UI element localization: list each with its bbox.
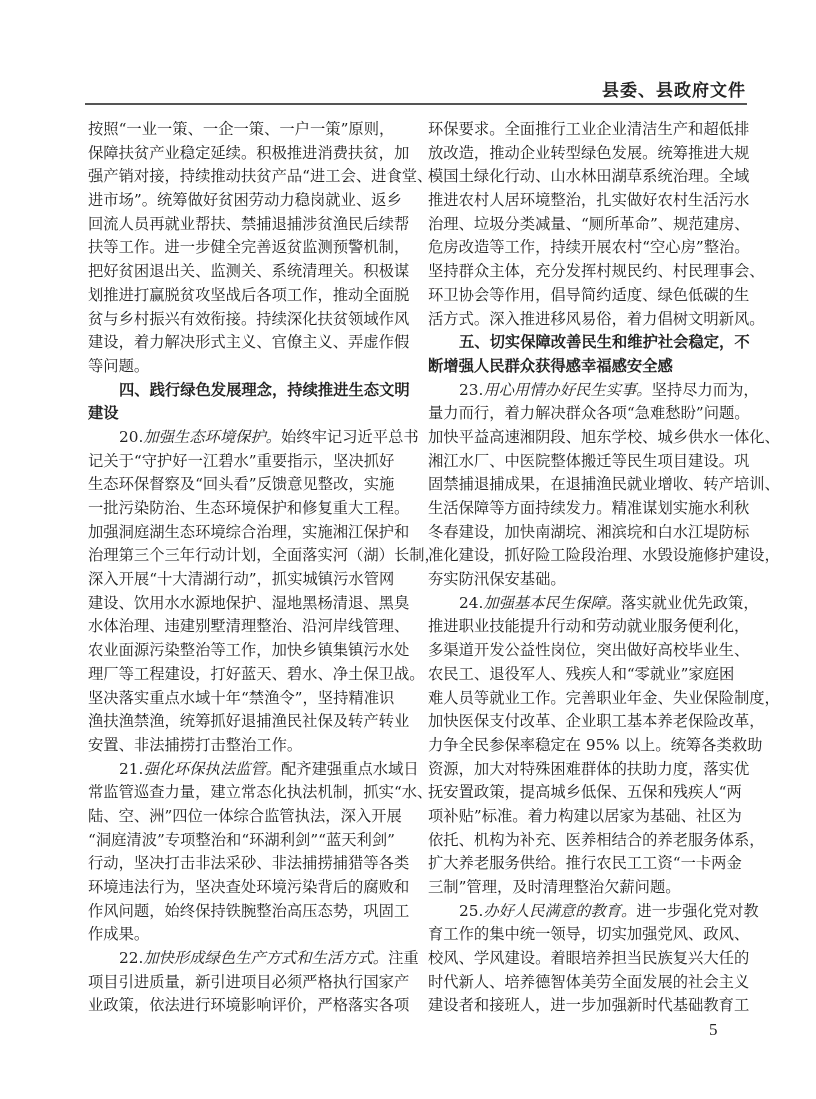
numbered-paragraph — [88, 758, 433, 948]
text-line — [88, 947, 419, 971]
item-title: 强化环保执法监管。 — [143, 759, 282, 778]
numbered-paragraph — [428, 592, 780, 900]
text-line: 坚持群众主体，充分发挥村规民约、村民理事会、 — [428, 262, 765, 281]
text-line: 渔扶渔禁渔，统筹抓好退捕渔民社保及转产转业 — [88, 712, 410, 731]
section-heading — [88, 379, 410, 426]
item-number: 22. — [119, 949, 144, 968]
text-line: 扶等工作。进一步健全完善返贫监测预警机制， — [88, 238, 410, 257]
text-line: 进市场”。统筹做好贫困劳动力稳岗就业、返乡 — [88, 191, 402, 210]
text-line: 保障扶贫产业稳定延续。积极推进消费扶贫，加 — [88, 143, 410, 162]
text-line: 强产销对接，持续推动扶贫产品“进工会、进食堂、 — [88, 167, 433, 186]
text-line: 治理第三个三年行动计划，全面落实河（湖）长制， — [88, 546, 440, 565]
text-line: 放改造，推动企业转型绿色发展。统筹推进大规 — [428, 143, 750, 162]
text-line: 活方式。深入推进移风易俗，着力倡树文明新风。 — [428, 309, 765, 328]
text-line: 一批污染防治、生态环境保护和修复重大工程。 — [88, 499, 410, 517]
paragraph — [428, 118, 765, 331]
text-line: 把好贫困退出关、监测关、系统清理关。积极谋 — [88, 262, 410, 281]
text-line: 水体治理、违建别墅清理整治、沿河岸线管理、 — [88, 617, 410, 636]
text-line: 环境违法行为，坚决查处环境污染背后的腐败和 — [88, 878, 410, 896]
text-line: 冬春建设，加快南湖垸、湘滨垸和白水江堤防标 — [428, 522, 750, 541]
item-title: 加强基本民生保障。 — [483, 593, 622, 612]
text-line — [428, 379, 759, 403]
text-line: 育工作的集中统一领导，切实加强党风、政风、 — [428, 925, 750, 944]
section-heading — [428, 331, 750, 378]
text-line: 治理、垃圾分类减量、“厕所革命”、规范建房、 — [428, 214, 750, 233]
numbered-paragraph — [428, 900, 759, 1018]
text-line: 农民工、退役军人、残疾人和“零就业”家庭困 — [428, 664, 735, 683]
text-line: 常监管巡查力量，建立常态化执法机制，抓实“水、 — [88, 783, 433, 802]
item-title: 办好人民满意的教育。 — [483, 901, 637, 920]
item-text: 注重 — [388, 949, 419, 968]
text-line: 建设，着力解决形式主义、官僚主义、弄虚作假 — [88, 333, 410, 352]
text-line: 项目引进质量，新引进项目必须严格执行国家产 — [88, 972, 410, 991]
text-line: 力争全民参保率稳定在 95% 以上。统筹各类救助 — [428, 735, 763, 754]
text-line: 农业面源污染整治等工作，加快乡镇集镇污水处 — [88, 641, 410, 660]
item-title: 加快形成绿色生产方式和生活方式。 — [143, 949, 389, 968]
item-text: 配齐建强重点水域日 — [281, 759, 419, 778]
text-line: 作风问题，始终保持铁腕整治高压态势，巩固工 — [88, 901, 410, 920]
paragraph — [88, 118, 433, 379]
text-line — [88, 426, 419, 450]
text-line: 生态环保督察及“回头看”反馈意见整改，实施 — [88, 475, 395, 494]
item-number: 21. — [119, 759, 144, 778]
text-line: 建设、饮用水水源地保护、湿地黑杨清退、黑臭 — [88, 593, 410, 612]
page-number: 5 — [709, 1020, 718, 1039]
text-line: 断增强人民群众获得感幸福感安全感 — [428, 356, 673, 375]
text-line: 三制”管理，及时清理整治欠薪问题。 — [428, 878, 681, 896]
text-line — [88, 758, 419, 782]
text-line: 推进职业技能提升行动和劳动就业服务便利化， — [428, 617, 750, 636]
text-line: 难人员等就业工作。完善职业年金、失业保险制度， — [428, 688, 780, 707]
text-line: 湘江水厂、中医院整体搬迁等民生项目建设。巩 — [428, 451, 750, 470]
text-line: 校风、学风建设。着眼培养担当民族复兴大任的 — [428, 949, 750, 968]
item-number: 24. — [459, 593, 484, 612]
numbered-paragraph — [428, 379, 780, 592]
text-line: 按照“一业一策、一企一策、一户一策”原则， — [88, 120, 395, 138]
text-line: 回流人员再就业帮扶、禁捕退捕涉贫渔民后续帮 — [88, 214, 410, 233]
text-line: 五、切实保障改善民生和维护社会稳定，不 — [459, 333, 750, 352]
text-line: 固禁捕退捕成果，在退捕渔民就业增收、转产培训、 — [428, 475, 780, 494]
text-line: 生活保障等方面持续发力。精准谋划实施水利秋 — [428, 499, 750, 517]
text-line: 夯实防汛保安基础。 — [428, 570, 566, 589]
item-text: 始终牢记习近平总书 — [281, 427, 419, 446]
text-line: 深入开展“十大清湖行动”，抓实城镇污水管网 — [88, 570, 395, 589]
text-line: 等问题。 — [88, 356, 150, 375]
text-line: 资源，加大对特殊困难群体的扶助力度，落实优 — [428, 759, 750, 778]
text-line: 环卫协会等作用，倡导简约适度、绿色低碳的生 — [428, 285, 750, 304]
text-line: 模国土绿化行动、山水林田湖草系统治理。全域 — [428, 167, 750, 186]
item-text: 落实就业优先政策， — [621, 593, 759, 612]
text-line: 准化建设，抓好险工险段治理、水毁设施修护建设， — [428, 546, 780, 565]
text-line: 危房改造等工作，持续开展农村“空心房”整治。 — [428, 238, 750, 257]
text-line: 依托、机构为补充、医养相结合的养老服务体系， — [428, 830, 765, 849]
item-number: 23. — [459, 380, 484, 399]
text-line: 扩大养老服务供给。推行农民工工资“一卡两金 — [428, 854, 742, 873]
text-line: 推进农村人居环境整治，扎实做好农村生活污水 — [428, 191, 750, 210]
item-number: 20. — [119, 427, 144, 446]
text-line: 陆、空、洲”四位一体综合监管执法，深入开展 — [88, 806, 402, 825]
text-line — [428, 900, 759, 924]
text-line: 作成果。 — [88, 925, 150, 944]
text-line: 抚安置政策，提高城乡低保、五保和残疾人“两 — [428, 783, 742, 802]
text-line: 安置、非法捕捞打击整治工作。 — [88, 735, 303, 754]
item-text: 进一步强化党对教 — [636, 901, 759, 920]
text-line: 量力而行，着力解决群众各项“急难愁盼”问题。 — [428, 404, 750, 423]
item-text: 坚持尽力而为， — [651, 380, 759, 399]
item-number: 25. — [459, 901, 484, 920]
text-line: 环保要求。全面推行工业企业清洁生产和超低排 — [428, 120, 750, 138]
left-column — [88, 118, 440, 1018]
text-line: 行动，坚决打击非法采砂、非法捕捞捕猎等各类 — [88, 854, 410, 873]
right-column — [428, 118, 780, 1018]
text-line: 业政策，依法进行环境影响评价，严格落实各项 — [88, 996, 410, 1015]
text-line: 建设者和接班人，进一步加强新时代基础教育工 — [428, 996, 750, 1015]
text-line: 加强洞庭湖生态环境综合治理，实施湘江保护和 — [88, 522, 410, 541]
header-rule — [85, 103, 747, 105]
section-header: 县委、县政府文件 — [602, 81, 746, 101]
item-title: 用心用情办好民生实事。 — [483, 380, 652, 399]
text-line: 加快医保支付改革、企业职工基本养老保险改革， — [428, 712, 765, 731]
text-line: 理厂等工程建设，打好蓝天、碧水、净土保卫战。 — [88, 664, 425, 683]
text-line: “洞庭清波”专项整治和“环湖利剑”“蓝天利剑” — [88, 830, 395, 849]
text-line — [428, 592, 759, 616]
text-line: 坚决落实重点水域十年“禁渔令”，坚持精准识 — [88, 688, 395, 707]
text-line: 划推进打赢脱贫攻坚战后各项工作，推动全面脱 — [88, 285, 410, 304]
text-line: 多渠道开发公益性岗位，突出做好高校毕业生、 — [428, 641, 750, 660]
numbered-paragraph — [88, 426, 440, 758]
text-line: 四、践行绿色发展理念，持续推进生态文明 — [119, 380, 410, 399]
text-line: 贫与乡村振兴有效衔接。持续深化扶贫领域作风 — [88, 309, 410, 328]
item-title: 加强生态环境保护。 — [143, 427, 282, 446]
text-line: 建设 — [88, 404, 119, 423]
text-line: 加快平益高速湘阴段、旭东学校、城乡供水一体化、 — [428, 427, 780, 446]
numbered-paragraph — [88, 947, 419, 1018]
text-line: 时代新人、培养德智体美劳全面发展的社会主义 — [428, 972, 750, 991]
text-line: 记关于“守护好一江碧水”重要指示，坚决抓好 — [88, 451, 395, 470]
text-line: 项补贴”标准。着力构建以居家为基础、社区为 — [428, 806, 742, 825]
